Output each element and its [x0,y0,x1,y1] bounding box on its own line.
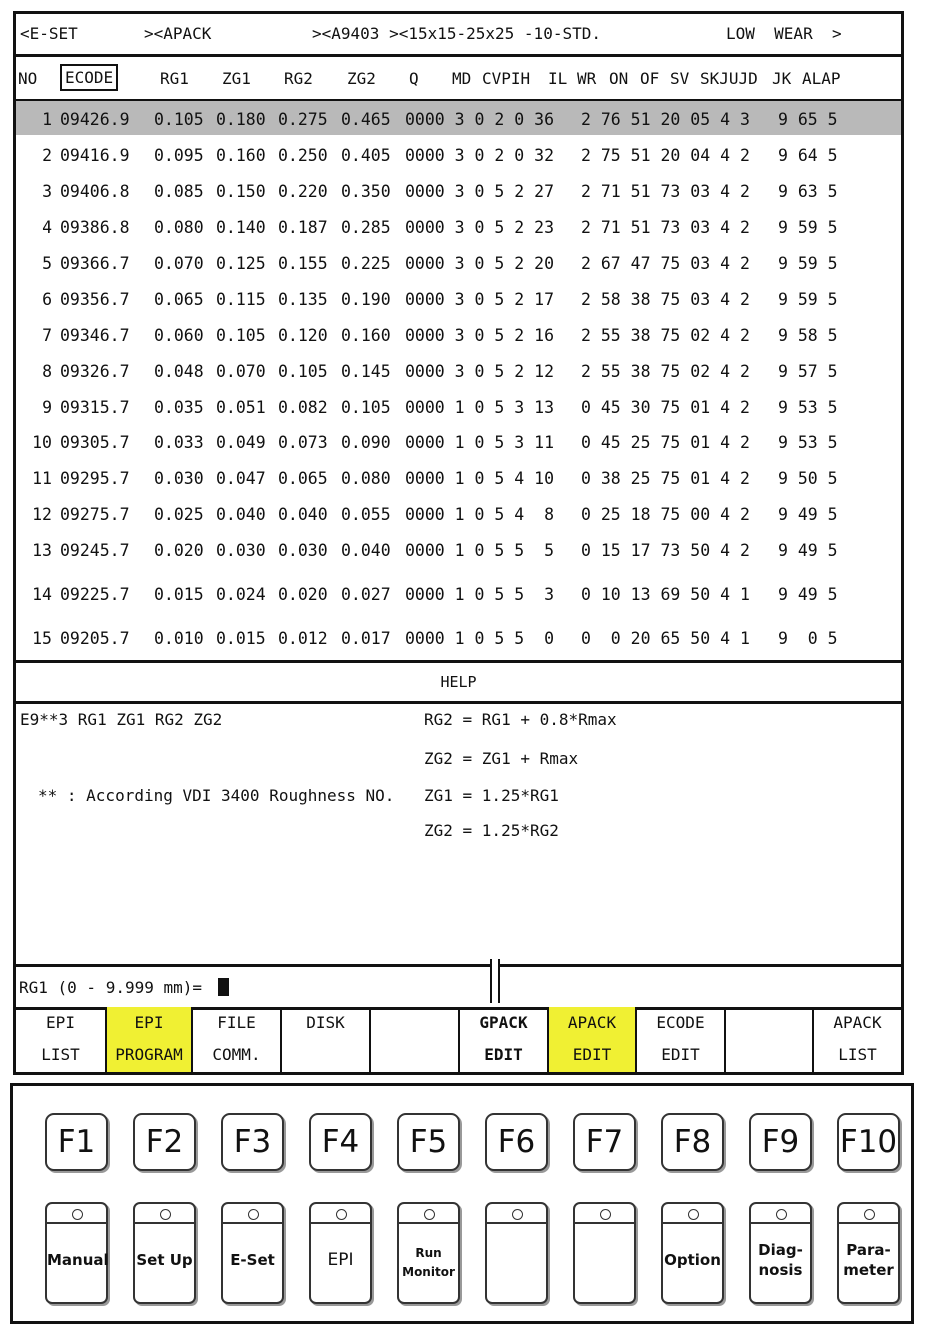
eset-mode-key[interactable] [221,1202,284,1304]
softkey-file-comm[interactable] [193,1007,282,1072]
cell-jk-alap: 9 49 5 [778,541,838,560]
cell-rg2: 0.275 [278,110,328,129]
cell-wr-on-of-sv-skjujd: 0 38 25 75 01 4 2 [581,469,750,488]
softkey-label: EDIT [484,1045,523,1064]
header-eset: <E-SET [20,24,78,43]
key-divider [575,1222,634,1224]
col-ecode[interactable]: ECODE [60,64,118,91]
cell-ecode: 09326.7 [60,362,130,381]
f1-key[interactable]: F1 [45,1113,108,1171]
cell-rg1: 0.065 [154,290,204,309]
setup-mode-key[interactable] [133,1202,196,1304]
softkey-epi-list[interactable] [16,1007,107,1072]
col-cvpih: CVPIH [482,69,531,88]
key-divider [135,1222,194,1224]
cell-rg1: 0.095 [154,146,204,165]
softkey-label: EPI [46,1013,75,1032]
cell-wr-on-of-sv-skjujd: 2 55 38 75 02 4 2 [581,326,750,345]
cell-wr-on-of-sv-skjujd: 0 10 13 69 50 4 1 [581,585,750,604]
ecode-table [16,99,901,659]
header-apack: ><APACK [144,24,212,43]
cell-zg2: 0.080 [341,469,391,488]
cell-no: 7 [42,326,52,345]
softkey-label: PROGRAM [115,1045,183,1064]
cell-q-md-cvpih-il: 0000 1 0 5 4 8 [405,505,555,524]
softkey-label: DISK [306,1013,345,1032]
cell-rg2: 0.250 [278,146,328,165]
cell-jk-alap: 9 0 5 [778,629,838,648]
cell-q-md-cvpih-il: 0000 3 0 2 0 32 [405,146,555,165]
cell-rg1: 0.080 [154,218,204,237]
cell-q-md-cvpih-il: 0000 3 0 5 2 27 [405,182,555,201]
cell-ecode: 09295.7 [60,469,130,488]
edm-screen [13,11,904,1075]
table-row[interactable] [16,576,901,610]
cell-wr-on-of-sv-skjujd: 0 0 20 65 50 4 1 [581,629,750,648]
cell-zg1: 0.015 [216,629,266,648]
cell-ecode: 09225.7 [60,585,130,604]
f3-key[interactable]: F3 [221,1113,284,1171]
cell-zg1: 0.049 [216,433,266,452]
f8-key[interactable]: F8 [661,1113,724,1171]
cell-no: 11 [32,469,52,488]
led-indicator [336,1209,347,1220]
table-row[interactable] [16,460,901,494]
cell-rg1: 0.060 [154,326,204,345]
cell-q-md-cvpih-il: 0000 3 0 5 2 12 [405,362,555,381]
col-zg1: ZG1 [222,69,251,88]
mode-key-label: Run Monitor [402,1246,455,1279]
cell-jk-alap: 9 59 5 [778,254,838,273]
softkey-bar [16,1007,901,1072]
cell-jk-alap: 9 49 5 [778,505,838,524]
cell-zg2: 0.160 [341,326,391,345]
table-row[interactable] [16,620,901,654]
cell-no: 3 [42,182,52,201]
f4-key[interactable]: F4 [309,1113,372,1171]
softkey-disk[interactable] [282,1007,371,1072]
softkey-apack-list[interactable] [814,1007,901,1072]
cell-rg2: 0.040 [278,505,328,524]
softkey-label: GPACK [479,1013,528,1032]
col-zg2: ZG2 [347,69,376,88]
col-q: Q [409,69,419,88]
key-divider [223,1222,282,1224]
help-formula-1: RG2 = RG1 + 0.8*Rmax [424,710,617,729]
cell-rg1: 0.030 [154,469,204,488]
cell-rg2: 0.065 [278,469,328,488]
table-row[interactable] [16,173,901,207]
run-monitor-mode-key[interactable] [397,1202,460,1304]
table-row[interactable] [16,209,901,243]
softkey-label: EDIT [661,1045,700,1064]
cell-wr-on-of-sv-skjujd: 2 75 51 20 04 4 2 [581,146,750,165]
cell-zg2: 0.190 [341,290,391,309]
parameter-mode-key[interactable] [837,1202,900,1304]
cell-zg1: 0.024 [216,585,266,604]
cell-rg2: 0.073 [278,433,328,452]
table-row[interactable] [16,101,901,135]
cell-no: 12 [32,505,52,524]
cell-zg1: 0.150 [216,182,266,201]
col-wr: WR [577,69,597,88]
led-indicator [600,1209,611,1220]
f5-key[interactable]: F5 [397,1113,460,1171]
col-rg2: RG2 [284,69,313,88]
cell-zg1: 0.051 [216,398,266,417]
table-row[interactable] [16,424,901,458]
cell-no: 8 [42,362,52,381]
cell-no: 6 [42,290,52,309]
cell-no: 10 [32,433,52,452]
help-title-bar [16,660,901,704]
cell-no: 5 [42,254,52,273]
cell-ecode: 09205.7 [60,629,130,648]
cell-rg1: 0.015 [154,585,204,604]
cell-zg2: 0.105 [341,398,391,417]
cell-no: 4 [42,218,52,237]
header-program: ><A9403 ><15x15-25x25 -10-STD. [312,24,601,43]
cell-zg2: 0.285 [341,218,391,237]
softkey-epi-program[interactable] [107,1007,193,1072]
cell-ecode: 09416.9 [60,146,130,165]
f7-key[interactable]: F7 [573,1113,636,1171]
table-row[interactable] [16,353,901,387]
key-divider [47,1222,106,1224]
table-row[interactable] [16,496,901,530]
cell-ecode: 09406.8 [60,182,130,201]
softkey-label: FILE [217,1013,256,1032]
cell-rg2: 0.020 [278,585,328,604]
led-indicator [424,1209,435,1220]
led-indicator [688,1209,699,1220]
help-panel [16,704,901,962]
cell-rg2: 0.187 [278,218,328,237]
help-formula-2: ZG2 = ZG1 + Rmax [424,749,579,768]
cell-rg1: 0.033 [154,433,204,452]
cell-wr-on-of-sv-skjujd: 0 25 18 75 00 4 2 [581,505,750,524]
softkey-label: APACK [567,1013,617,1032]
text-cursor [218,978,229,996]
cell-jk-alap: 9 57 5 [778,362,838,381]
cell-rg1: 0.025 [154,505,204,524]
cell-zg1: 0.047 [216,469,266,488]
table-row[interactable] [16,137,901,171]
cell-zg2: 0.017 [341,629,391,648]
f6-key[interactable]: F6 [485,1113,548,1171]
cell-zg2: 0.465 [341,110,391,129]
command-line[interactable] [16,964,901,1010]
cell-jk-alap: 9 59 5 [778,218,838,237]
diagnosis-mode-key[interactable] [749,1202,812,1304]
cell-wr-on-of-sv-skjujd: 2 55 38 75 02 4 2 [581,362,750,381]
hardware-key-panel [10,1083,914,1324]
cell-zg2: 0.090 [341,433,391,452]
header-bar [16,14,901,57]
softkey-label: EPI [134,1013,164,1032]
softkey-ecode-edit[interactable] [637,1007,726,1072]
col-skjujd: SKJUJD [700,69,758,88]
help-formula-4: ZG2 = 1.25*RG2 [424,821,559,840]
softkey-label: LIST [838,1045,877,1064]
cell-zg1: 0.040 [216,505,266,524]
cell-ecode: 09346.7 [60,326,130,345]
help-line-1: E9**3 RG1 ZG1 RG2 ZG2 [20,710,223,729]
softkey-label: COMM. [212,1045,261,1064]
cell-zg1: 0.125 [216,254,266,273]
softkey-gpack-edit[interactable] [460,1007,549,1072]
column-header-row [16,57,901,101]
cell-q-md-cvpih-il: 0000 3 0 5 2 16 [405,326,555,345]
blank-mode-key-6[interactable] [485,1202,548,1304]
cell-rg1: 0.035 [154,398,204,417]
col-sv: SV [670,69,690,88]
cell-ecode: 09426.9 [60,110,130,129]
cell-rg2: 0.030 [278,541,328,560]
led-indicator [160,1209,171,1220]
softkey-label: LIST [41,1045,80,1064]
col-of: OF [640,69,660,88]
table-row[interactable] [16,245,901,279]
cell-no: 9 [42,398,52,417]
cell-wr-on-of-sv-skjujd: 0 15 17 73 50 4 2 [581,541,750,560]
help-formula-3: ZG1 = 1.25*RG1 [424,786,559,805]
key-divider [399,1222,458,1224]
cell-jk-alap: 9 59 5 [778,290,838,309]
cell-rg1: 0.048 [154,362,204,381]
cell-rg2: 0.155 [278,254,328,273]
f2-key[interactable]: F2 [133,1113,196,1171]
softkey-label: APACK [833,1013,882,1032]
cell-rg2: 0.012 [278,629,328,648]
cell-no: 13 [32,541,52,560]
softkey-label: ECODE [656,1013,705,1032]
cell-ecode: 09386.8 [60,218,130,237]
cell-zg2: 0.145 [341,362,391,381]
cell-zg1: 0.160 [216,146,266,165]
led-indicator [72,1209,83,1220]
key-divider [663,1222,722,1224]
led-indicator [864,1209,875,1220]
divider-marker [490,959,500,1003]
cell-zg1: 0.105 [216,326,266,345]
cell-ecode: 09305.7 [60,433,130,452]
cell-ecode: 09356.7 [60,290,130,309]
cell-rg2: 0.135 [278,290,328,309]
help-line-2: ** : According VDI 3400 Roughness NO. [38,786,395,805]
col-il: IL [548,69,568,88]
col-jk: JK [772,69,792,88]
header-wear: LOW WEAR > [726,24,842,43]
led-indicator [512,1209,523,1220]
cell-rg1: 0.105 [154,110,204,129]
cell-zg1: 0.140 [216,218,266,237]
cell-ecode: 09275.7 [60,505,130,524]
option-mode-key[interactable] [661,1202,724,1304]
key-divider [839,1222,898,1224]
cell-q-md-cvpih-il: 0000 3 0 5 2 17 [405,290,555,309]
cell-q-md-cvpih-il: 0000 1 0 5 5 0 [405,629,555,648]
cell-rg1: 0.070 [154,254,204,273]
cell-q-md-cvpih-il: 0000 1 0 5 5 5 [405,541,555,560]
table-row[interactable] [16,389,901,423]
cell-jk-alap: 9 63 5 [778,182,838,201]
cell-rg2: 0.220 [278,182,328,201]
cell-jk-alap: 9 65 5 [778,110,838,129]
key-divider [487,1222,546,1224]
cell-jk-alap: 9 50 5 [778,469,838,488]
cell-zg2: 0.225 [341,254,391,273]
manual-mode-key[interactable] [45,1202,108,1304]
softkey-empty-5[interactable] [371,1007,460,1072]
softkey-label: EDIT [572,1045,612,1064]
cell-jk-alap: 9 49 5 [778,585,838,604]
cell-zg1: 0.030 [216,541,266,560]
cell-ecode: 09315.7 [60,398,130,417]
col-on: ON [609,69,629,88]
mode-key-label: Diag- nosis [758,1241,803,1279]
cell-zg2: 0.405 [341,146,391,165]
cell-q-md-cvpih-il: 0000 1 0 5 4 10 [405,469,555,488]
cell-rg2: 0.105 [278,362,328,381]
cell-q-md-cvpih-il: 0000 3 0 5 2 23 [405,218,555,237]
f10-key[interactable]: F10 [837,1113,900,1171]
key-divider [311,1222,370,1224]
cell-rg1: 0.085 [154,182,204,201]
cell-jk-alap: 9 53 5 [778,398,838,417]
cell-jk-alap: 9 53 5 [778,433,838,452]
cell-q-md-cvpih-il: 0000 1 0 5 3 13 [405,398,555,417]
cell-zg2: 0.350 [341,182,391,201]
cell-rg1: 0.020 [154,541,204,560]
col-rg1: RG1 [160,69,189,88]
cell-wr-on-of-sv-skjujd: 0 45 25 75 01 4 2 [581,433,750,452]
cell-ecode: 09366.7 [60,254,130,273]
cell-no: 15 [32,629,52,648]
table-row[interactable] [16,317,901,351]
cell-zg1: 0.070 [216,362,266,381]
softkey-apack-edit[interactable] [549,1007,637,1072]
help-title: HELP [440,673,477,691]
mode-key-label: Set Up [136,1251,193,1269]
epi-mode-key[interactable] [309,1202,372,1304]
col-no: NO [18,69,38,88]
mode-key-label: Manual [47,1251,109,1269]
cell-ecode: 09245.7 [60,541,130,560]
cell-jk-alap: 9 64 5 [778,146,838,165]
cell-wr-on-of-sv-skjujd: 2 58 38 75 03 4 2 [581,290,750,309]
col-md: MD [452,69,472,88]
table-row[interactable] [16,281,901,315]
cell-jk-alap: 9 58 5 [778,326,838,345]
cell-no: 2 [42,146,52,165]
command-prompt: RG1 (0 - 9.999 mm)= [19,978,203,997]
table-row[interactable] [16,532,901,566]
cell-no: 1 [42,110,52,129]
cell-no: 14 [32,585,52,604]
cell-zg2: 0.027 [341,585,391,604]
cell-wr-on-of-sv-skjujd: 2 71 51 73 03 4 2 [581,182,750,201]
led-indicator [248,1209,259,1220]
softkey-empty-9[interactable] [726,1007,814,1072]
cell-zg1: 0.115 [216,290,266,309]
f9-key[interactable]: F9 [749,1113,812,1171]
blank-mode-key-7[interactable] [573,1202,636,1304]
cell-wr-on-of-sv-skjujd: 0 45 30 75 01 4 2 [581,398,750,417]
cell-q-md-cvpih-il: 0000 3 0 2 0 36 [405,110,555,129]
cell-wr-on-of-sv-skjujd: 2 76 51 20 05 4 3 [581,110,750,129]
cell-q-md-cvpih-il: 0000 3 0 5 2 20 [405,254,555,273]
cell-rg2: 0.082 [278,398,328,417]
cell-wr-on-of-sv-skjujd: 2 67 47 75 03 4 2 [581,254,750,273]
mode-key-label: E-Set [230,1251,275,1269]
cell-zg2: 0.055 [341,505,391,524]
key-divider [751,1222,810,1224]
cell-rg2: 0.120 [278,326,328,345]
mode-key-label: Option [664,1251,721,1269]
cell-wr-on-of-sv-skjujd: 2 71 51 73 03 4 2 [581,218,750,237]
cell-q-md-cvpih-il: 0000 1 0 5 3 11 [405,433,555,452]
cell-zg1: 0.180 [216,110,266,129]
mode-key-label: EPI [327,1250,354,1270]
led-indicator [776,1209,787,1220]
col-alap: ALAP [802,69,841,88]
cell-q-md-cvpih-il: 0000 1 0 5 5 3 [405,585,555,604]
mode-key-label: Para- meter [843,1241,894,1279]
cell-zg2: 0.040 [341,541,391,560]
cell-rg1: 0.010 [154,629,204,648]
